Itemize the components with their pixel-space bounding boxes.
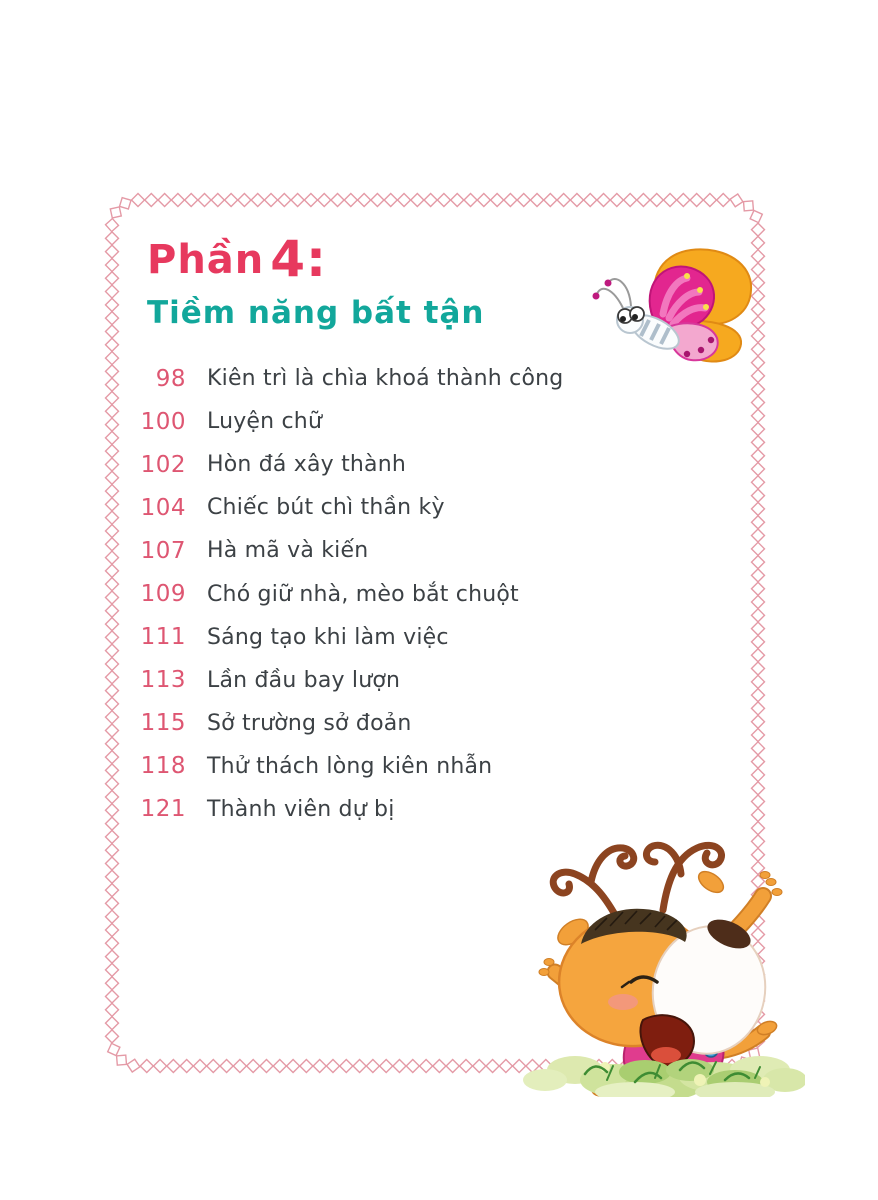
toc-entry-title: Sáng tạo khi làm việc xyxy=(207,624,449,650)
toc-page-number: 111 xyxy=(140,624,186,651)
fawn-illustration xyxy=(515,812,805,1097)
butterfly-illustration xyxy=(583,240,763,370)
toc-item xyxy=(140,357,563,400)
toc-page-number: 107 xyxy=(140,537,186,564)
part-label xyxy=(147,232,484,287)
toc-entry-title: Chó giữ nhà, mèo bắt chuột xyxy=(207,581,519,607)
toc-item xyxy=(140,702,563,745)
toc-item xyxy=(140,659,563,702)
toc-entry-title: Hòn đá xây thành xyxy=(207,452,407,478)
table-of-contents xyxy=(140,357,563,831)
toc-item xyxy=(140,572,563,615)
toc-item xyxy=(140,788,563,831)
toc-page-number: 113 xyxy=(140,667,186,694)
part-number: 4: xyxy=(270,230,328,288)
toc-page-number: 100 xyxy=(140,408,186,435)
toc-item xyxy=(140,745,563,788)
toc-page-number: 118 xyxy=(140,753,186,780)
section-header xyxy=(147,232,484,331)
part-title: Tiềm năng bất tận xyxy=(147,295,485,331)
toc-entry-title: Lần đầu bay lượn xyxy=(207,667,401,693)
toc-page-number: 98 xyxy=(155,365,186,392)
toc-item xyxy=(140,616,563,659)
toc-entry-title: Sở trường sở đoản xyxy=(207,710,412,736)
toc-entry-title: Kiên trì là chìa khoá thành công xyxy=(207,366,564,392)
toc-entry-title: Luyện chữ xyxy=(207,409,323,435)
toc-page-number: 121 xyxy=(140,796,186,823)
toc-item xyxy=(140,486,563,529)
toc-page-number: 109 xyxy=(140,581,186,608)
part-word: Phần xyxy=(147,237,265,283)
toc-entry-title: Hà mã và kiến xyxy=(207,538,369,564)
toc-item xyxy=(140,529,563,572)
toc-page-number: 115 xyxy=(140,710,186,737)
toc-entry-title: Thử thách lòng kiên nhẫn xyxy=(207,753,493,779)
toc-item xyxy=(140,400,563,443)
toc-page-number: 104 xyxy=(140,494,186,521)
toc-page-number: 102 xyxy=(140,451,186,478)
toc-item xyxy=(140,443,563,486)
toc-entry-title: Chiếc bút chì thần kỳ xyxy=(207,495,445,521)
toc-entry-title: Thành viên dự bị xyxy=(207,796,395,822)
